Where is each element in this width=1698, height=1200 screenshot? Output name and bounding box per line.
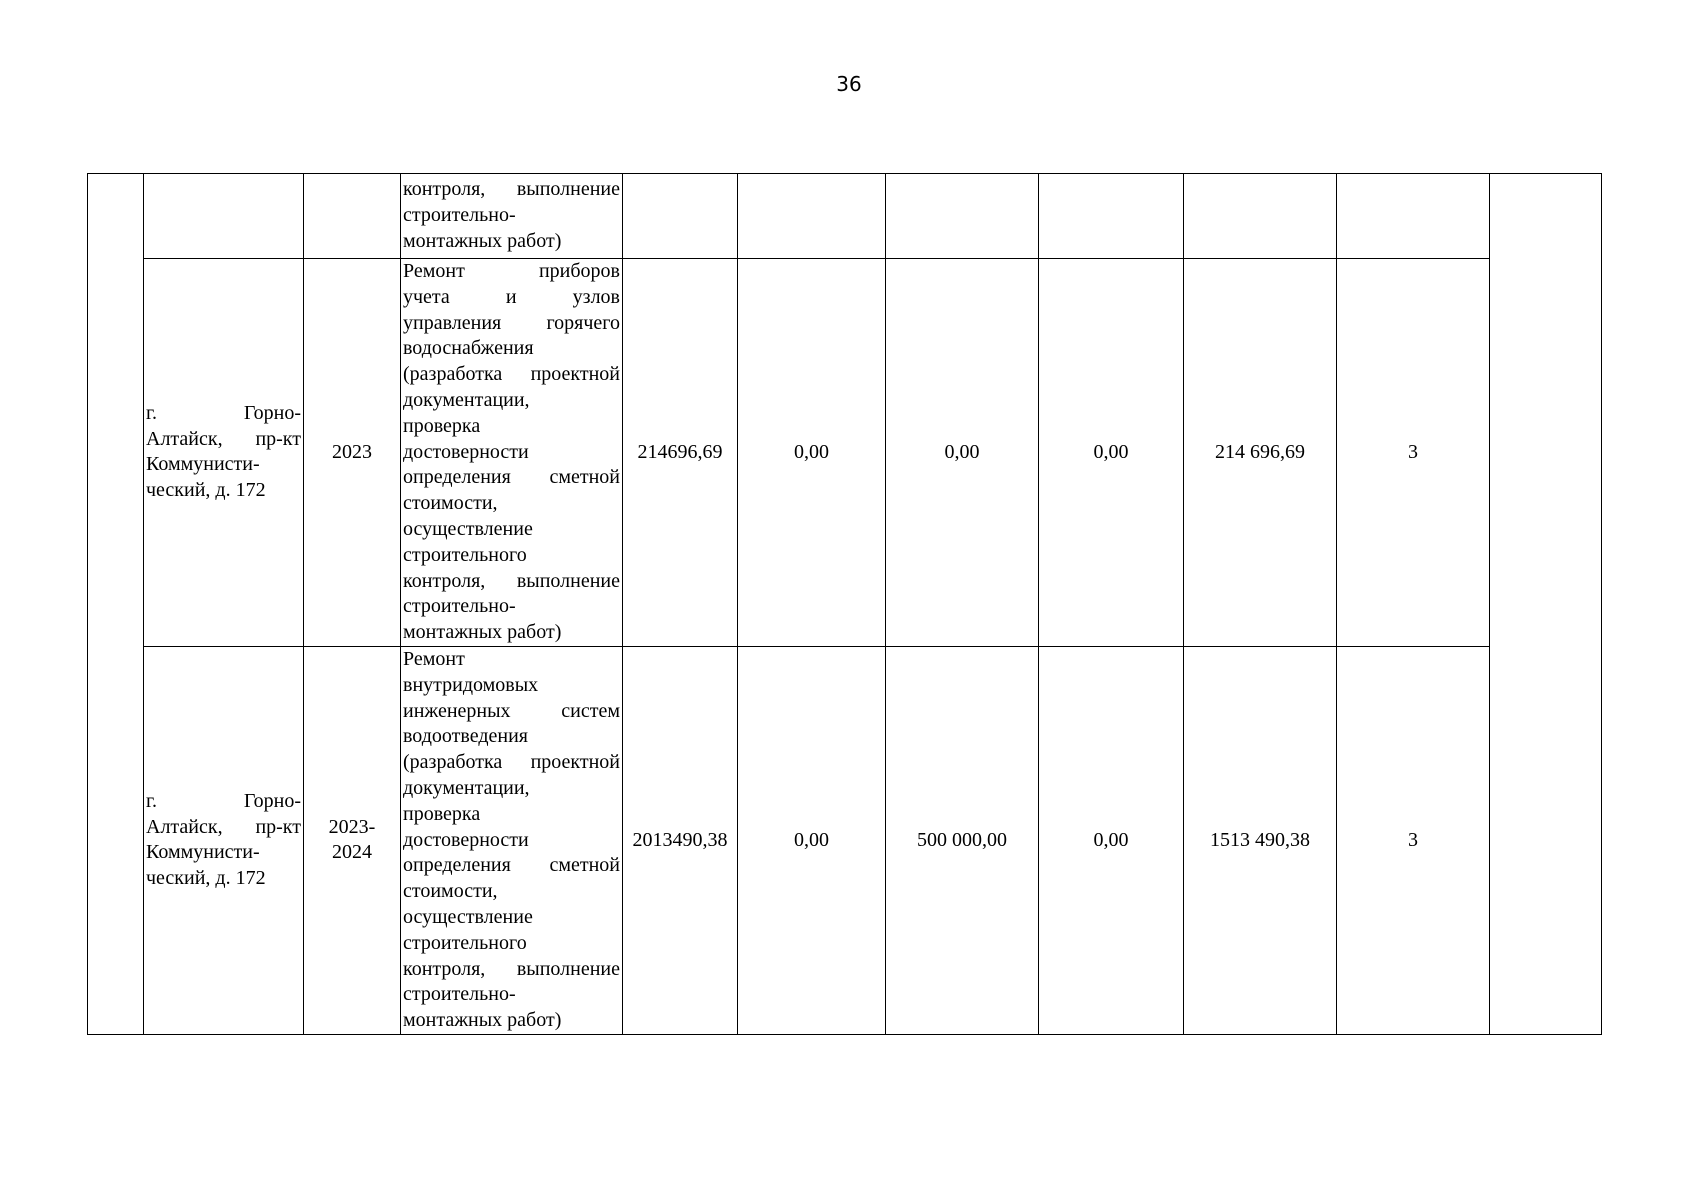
work-line: проверка — [403, 414, 481, 437]
table-row — [88, 174, 1602, 259]
value-cell: 0,00 — [886, 259, 1039, 647]
work-line: монтажных работ) — [403, 1009, 562, 1032]
value-cell: 3 — [1337, 259, 1490, 647]
work-line: осуществление — [403, 905, 533, 928]
work-line: инженерных систем — [403, 699, 620, 722]
address-line: г. Горно- — [146, 401, 301, 424]
address-cell — [144, 646, 304, 1034]
value-cell: 1513 490,38 — [1184, 646, 1337, 1034]
work-line: водоотведения — [403, 725, 528, 748]
years-cell — [304, 174, 401, 259]
work-description-cell — [401, 646, 623, 1034]
work-description-cell — [401, 174, 623, 259]
work-line: достоверности — [403, 828, 529, 851]
address-line: Алтайск, пр-кт — [146, 427, 301, 450]
address-line: г. Горно- — [146, 789, 301, 812]
work-line: (разработка проектной — [403, 751, 620, 774]
work-line: (разработка проектной — [403, 363, 620, 386]
work-line: монтажных работ) — [403, 621, 562, 644]
work-line: определения сметной — [403, 854, 620, 877]
work-line: контроля, выполнение — [403, 569, 620, 592]
work-line: управления горячего — [403, 311, 620, 334]
work-line: Ремонт приборов — [403, 260, 620, 282]
work-line: строительно- — [403, 595, 516, 618]
work-line: осуществление — [403, 517, 533, 540]
work-line: строительно- — [403, 983, 516, 1006]
value-cell: 214 696,69 — [1184, 259, 1337, 647]
year-range-end: 2024 — [332, 841, 372, 864]
work-line: контроля, выполнение — [403, 957, 620, 980]
page-number: 36 — [836, 72, 862, 96]
value-cell — [1039, 174, 1184, 259]
work-line: Ремонт — [403, 647, 465, 670]
work-line: стоимости, — [403, 880, 498, 903]
address-line: ческий, д. 172 — [146, 479, 266, 502]
work-line: строительного — [403, 931, 527, 954]
work-line: определения сметной — [403, 466, 620, 489]
work-line: документации, — [403, 388, 530, 411]
value-cell: 0,00 — [1039, 646, 1184, 1034]
total-cost-cell — [623, 174, 738, 259]
work-line: водоснабжения — [403, 337, 534, 360]
repair-program-table — [87, 173, 1602, 1035]
work-line: проверка — [403, 802, 481, 825]
work-line: контроля, выполнение — [403, 178, 620, 201]
total-cost-cell: 2013490,38 — [623, 646, 738, 1034]
address-line: Коммунисти- — [146, 453, 260, 476]
work-line: внутридомовых — [403, 673, 539, 696]
years-cell — [304, 646, 401, 1034]
last-column-cell — [1490, 174, 1602, 1035]
work-line: достоверности — [403, 440, 529, 463]
value-cell: 0,00 — [738, 259, 886, 647]
work-line: стоимости, — [403, 492, 498, 515]
value-cell: 0,00 — [738, 646, 886, 1034]
value-cell — [1184, 174, 1337, 259]
years-cell: 2023 — [304, 259, 401, 647]
row-number-cell — [88, 174, 144, 1035]
value-cell: 500 000,00 — [886, 646, 1039, 1034]
value-cell: 3 — [1337, 646, 1490, 1034]
address-line: Коммунисти- — [146, 841, 260, 864]
table-row — [88, 646, 1602, 1034]
address-line: ческий, д. 172 — [146, 867, 266, 890]
work-line: учета и узлов — [403, 285, 620, 308]
address-cell — [144, 174, 304, 259]
work-line: строительно- — [403, 204, 516, 227]
value-cell — [738, 174, 886, 259]
work-line: строительного — [403, 543, 527, 566]
year-range-start: 2023- — [328, 815, 376, 838]
table-row — [88, 259, 1602, 647]
work-description-cell — [401, 259, 623, 647]
total-cost-cell: 214696,69 — [623, 259, 738, 647]
value-cell — [886, 174, 1039, 259]
value-cell — [1337, 174, 1490, 259]
address-cell — [144, 259, 304, 647]
value-cell: 0,00 — [1039, 259, 1184, 647]
work-line: документации, — [403, 776, 530, 799]
address-line: Алтайск, пр-кт — [146, 815, 301, 838]
work-line: монтажных работ) — [403, 229, 562, 252]
